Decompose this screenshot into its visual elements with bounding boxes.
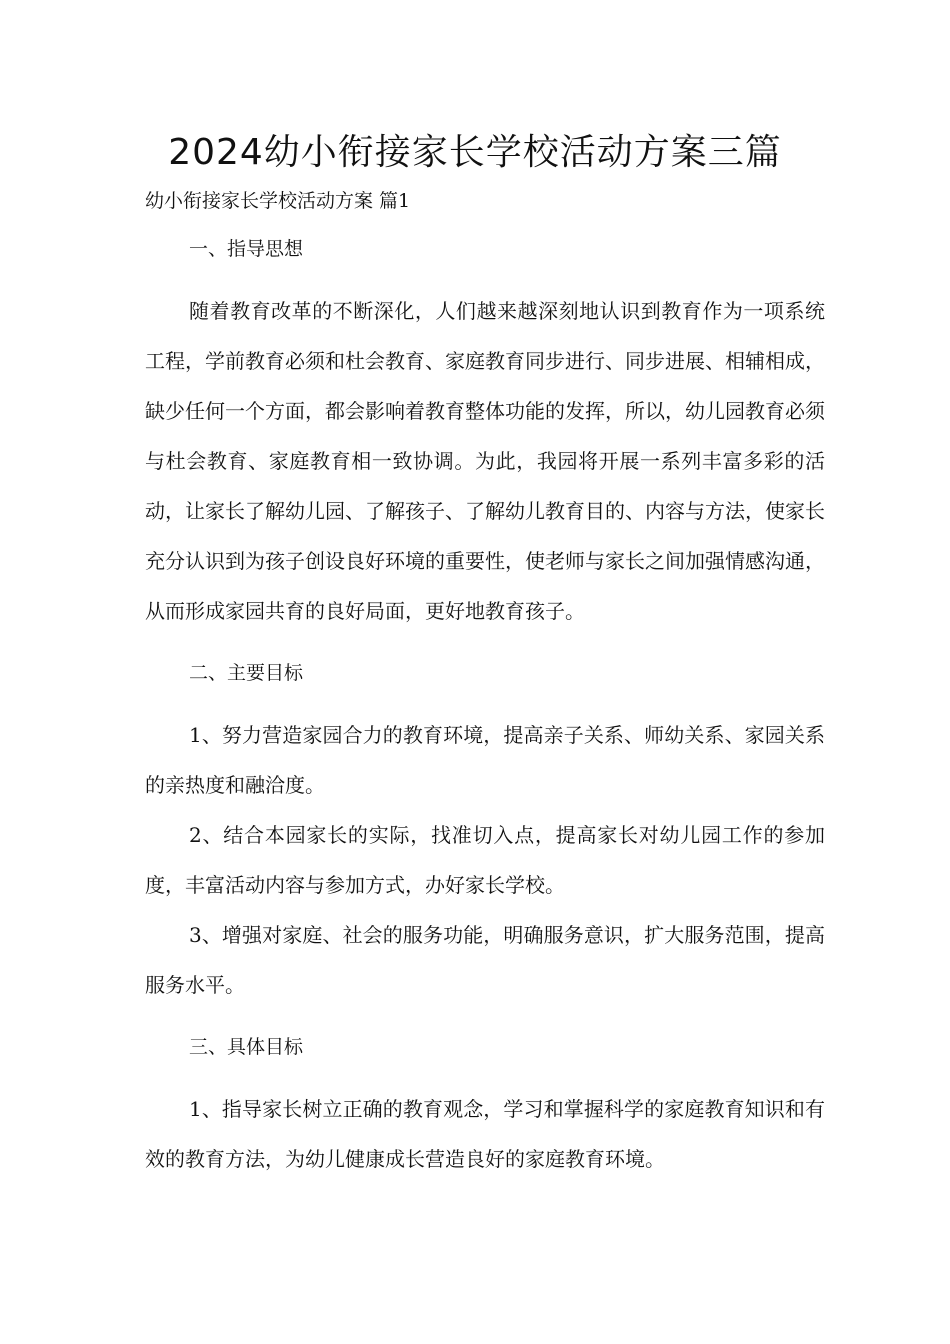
paragraph-main-goal-2: 2、结合本园家长的实际，找准切入点，提高家长对幼儿园工作的参加度，丰富活动内容与参加方式，办好家长学校。	[145, 823, 825, 897]
document-title: 2024幼小衔接家长学校活动方案三篇	[168, 132, 782, 173]
paragraph-main-goal-1: 1、努力营造家园合力的教育环境，提高亲子关系、师幼关系、家园关系的亲热度和融洽度。	[145, 723, 825, 797]
document-body	[145, 236, 825, 1184]
section-heading-guiding-ideology: 一、指导思想	[189, 238, 304, 260]
paragraph-guiding-ideology: 随着教育改革的不断深化，人们越来越深刻地认识到教育作为一项系统工程，学前教育必须和杜会教育、家庭教育同步进行、同步进展、相辅相成，缺少任何一个方面，都会影响着教育整体功能的发挥，所以，幼儿园教育必须与杜会教育、家庭教育相一致协调。为此，我园将开展一系列丰富多彩的活动，让家长了解幼儿园、了解孩子、了解幼儿教育目的、内容与方法，使家长充分认识到为孩子创设良好环境的重要性，使老师与家长之间加强情感沟通，从而形成家园共育的良好局面，更好地教育孩子。	[145, 299, 825, 623]
section-heading-main-goals: 二、主要目标	[189, 662, 304, 684]
section-heading-specific-goals: 三、具体目标	[189, 1036, 304, 1058]
document-subtitle: 幼小衔接家长学校活动方案 篇1	[145, 190, 411, 212]
paragraph-main-goal-3: 3、增强对家庭、社会的服务功能，明确服务意识，扩大服务范围，提高服务水平。	[145, 923, 825, 997]
paragraph-specific-goal-1: 1、指导家长树立正确的教育观念，学习和掌握科学的家庭教育知识和有效的教育方法，为幼儿健康成长营造良好的家庭教育环境。	[145, 1097, 825, 1171]
